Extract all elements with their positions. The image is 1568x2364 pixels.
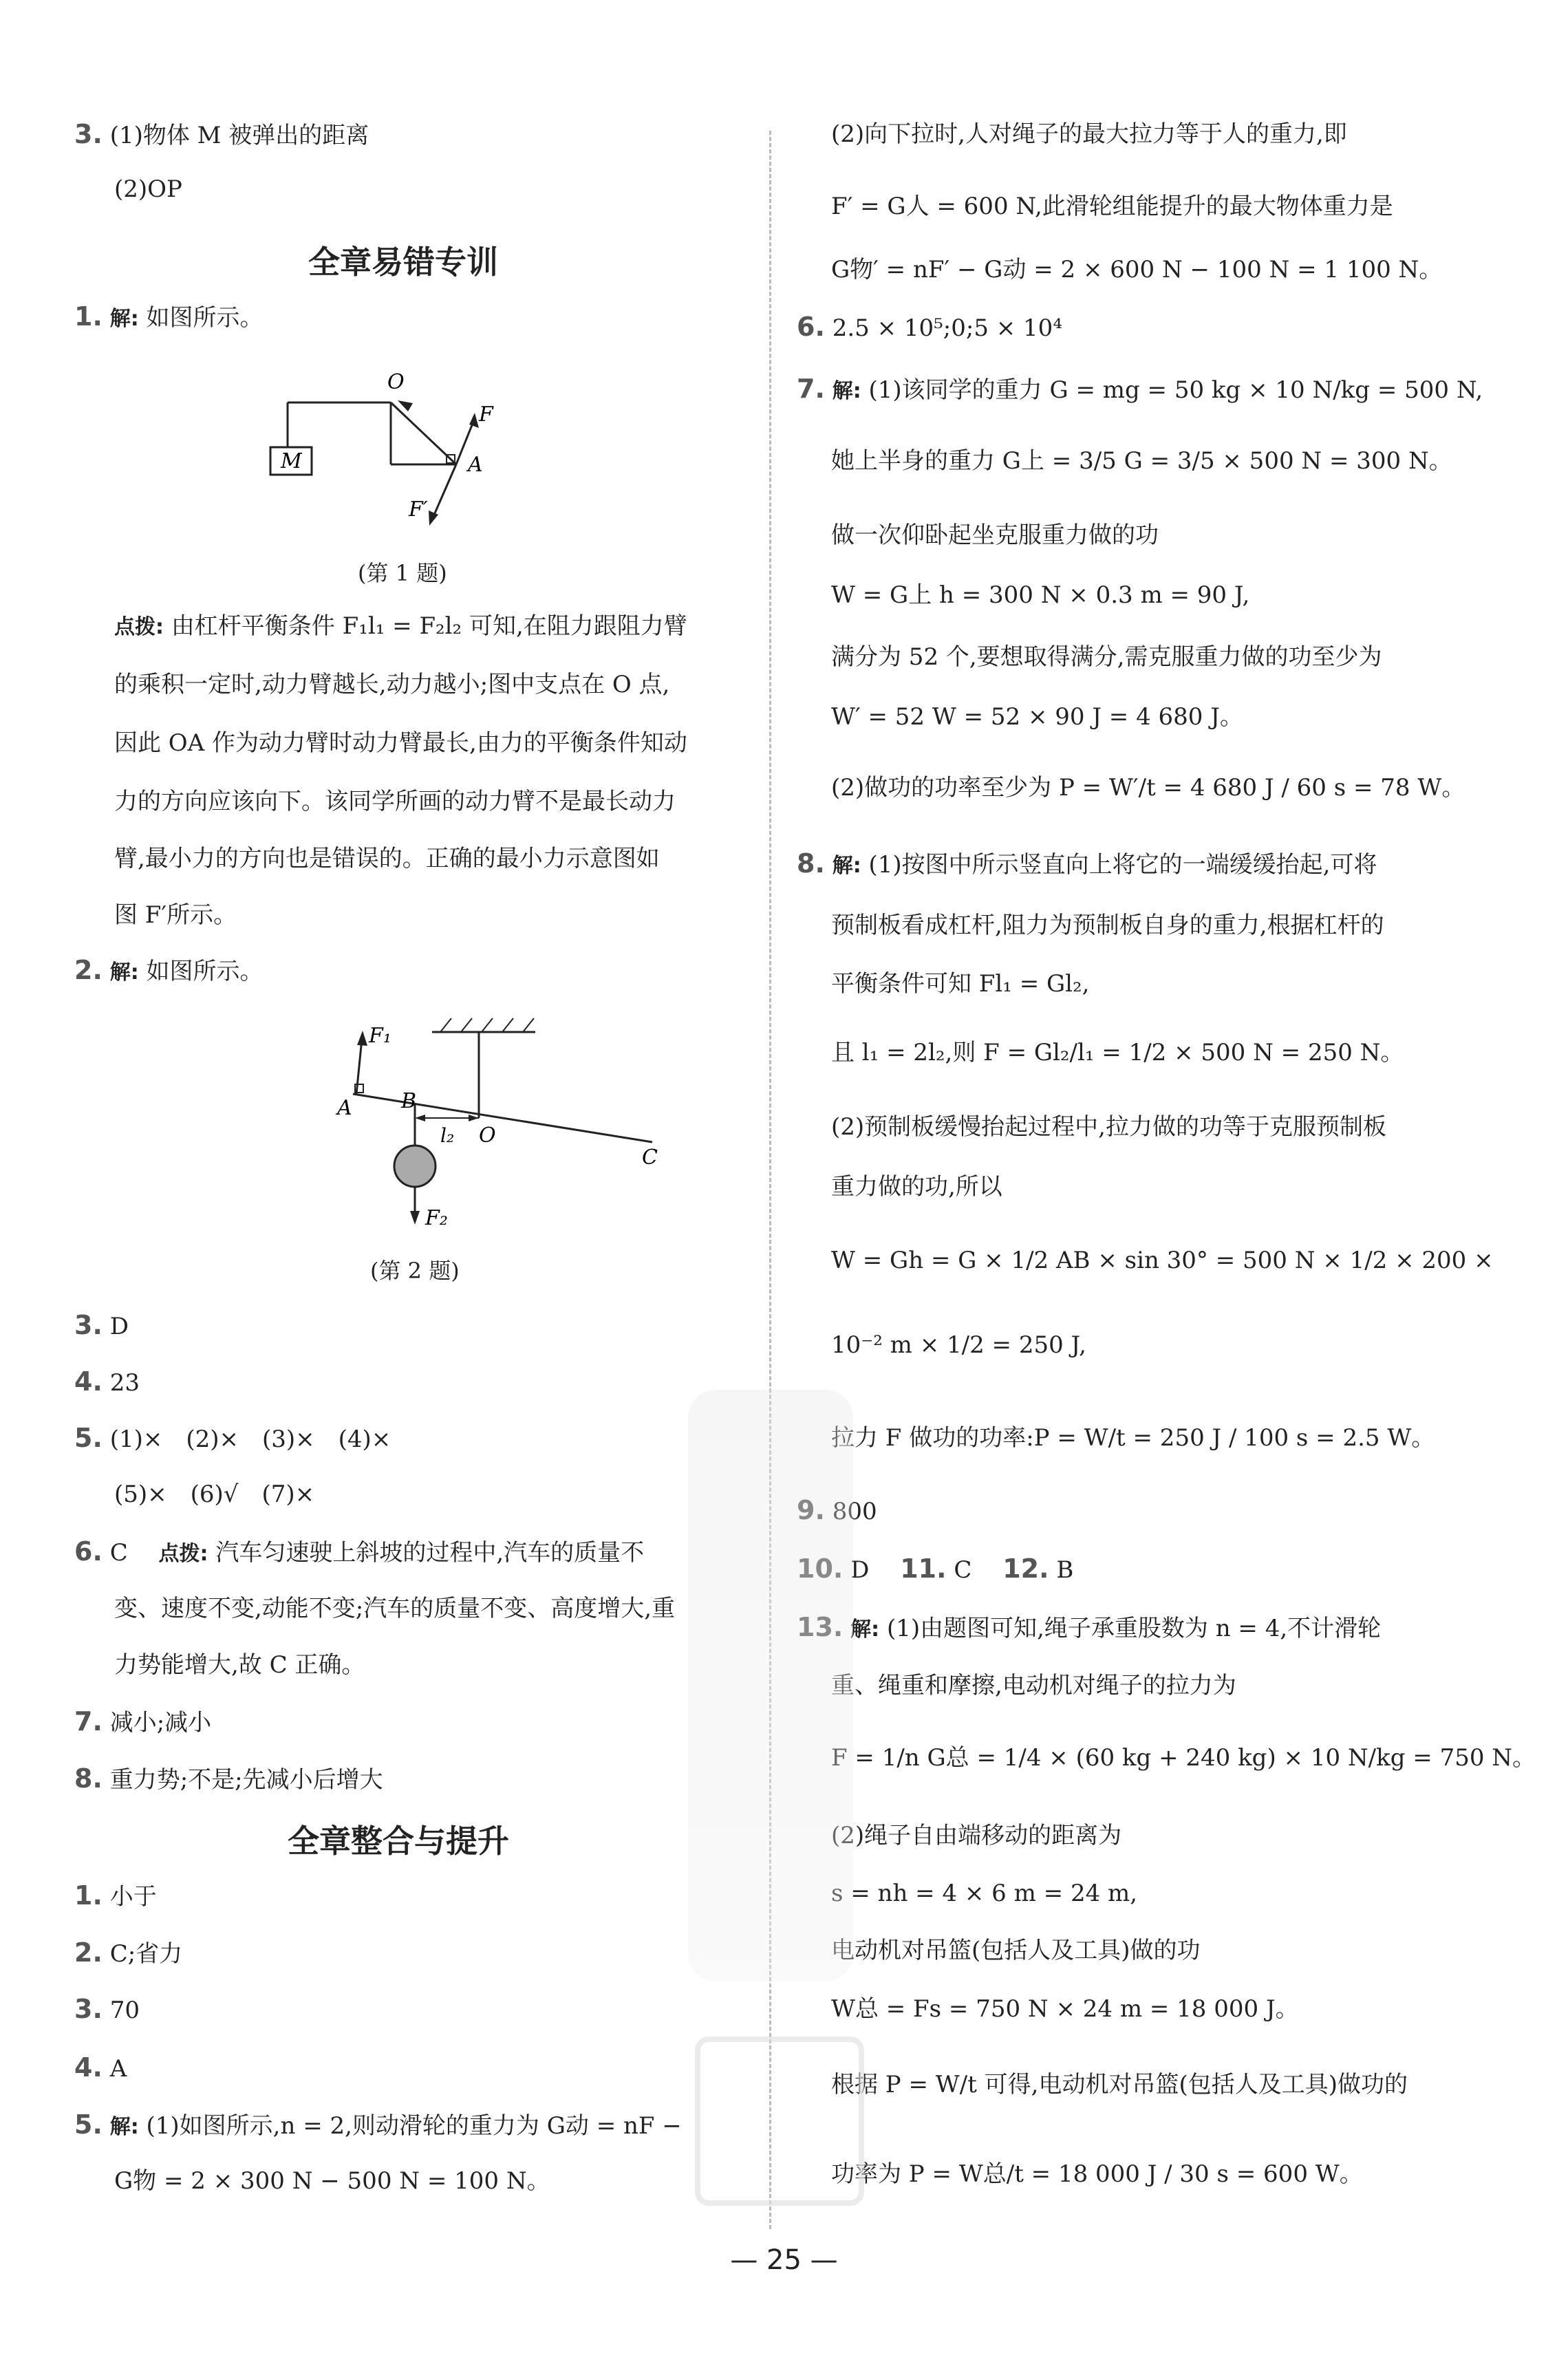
r-q7-line-7: (2)做功的功率至少为 P = W′/t = 4 680 J / 60 s = 78 W。 [831, 774, 1465, 802]
q2-line: 2. 解: 如图所示。 [74, 955, 264, 985]
r-q13-line-5: s = nh = 4 × 6 m = 24 m, [831, 1880, 1138, 1907]
r-q8-line-4: 且 l₁ = 2l₂,则 F = Gl₂/l₁ = 1/2 × 500 N = 250 N。 [831, 1039, 1404, 1066]
label-O: O [387, 370, 405, 394]
tip-line-1: 点拨: 由杠杆平衡条件 F₁l₁ = F₂l₂ 可知,在阻力跟阻力臂 [114, 612, 687, 640]
q8-line: 8. 重力势;不是;先减小后增大 [74, 1763, 383, 1794]
q6-line: 6. C 点拨: 汽车匀速驶上斜坡的过程中,汽车的质量不 [74, 1536, 645, 1567]
q7-line: 7. 减小;减小 [74, 1706, 212, 1737]
section-title-errors: 全章易错专训 [308, 244, 498, 281]
r-q13-line-4: (2)绳子自由端移动的距离为 [831, 1822, 1122, 1849]
q3-line: 3. D [74, 1310, 129, 1340]
label-F-prime: F′ [409, 497, 428, 522]
label-l2: l₂ [440, 1124, 455, 1147]
q5-line: 5. (1)× (2)× (3)× (4)× [74, 1423, 391, 1453]
r-q7-line-2: 她上半身的重力 G上 = 3/5 G = 3/5 × 500 N = 300 N。 [831, 447, 1452, 475]
r-q8-line-3: 平衡条件可知 Fl₁ = Gl₂, [831, 970, 1090, 998]
lever-figure-1 [267, 365, 556, 544]
r-line-2: F′ = G人 = 600 N,此滑轮组能提升的最大物体重力是 [831, 193, 1393, 220]
item-3: 3. (1)物体 M 被弹出的距离 [74, 119, 369, 149]
label-B: B [401, 1089, 417, 1113]
q1-line: 1. 解: 如图所示。 [74, 301, 264, 332]
r-q13-line-2: 重、绳重和摩擦,电动机对绳子的拉力为 [831, 1672, 1236, 1699]
label-F1: F₁ [369, 1024, 391, 1048]
r-q13-line: 13. 解: (1)由题图可知,绳子承重股数为 n = 4,不计滑轮 [797, 1612, 1382, 1642]
r-q8-line: 8. 解: (1)按图中所示竖直向上将它的一端缓缓抬起,可将 [797, 848, 1377, 879]
page-number: — 25 — [730, 2244, 838, 2276]
q5-line-2: (5)× (6)√ (7)× [114, 1481, 315, 1508]
r-q8-line-6: 重力做的功,所以 [831, 1173, 1002, 1201]
lever-figure-2 [260, 1011, 687, 1238]
r-q13-line-9: 功率为 P = W总/t = 18 000 J / 30 s = 600 W。 [831, 2160, 1363, 2188]
r-q7-line: 7. 解: (1)该同学的重力 G = mg = 50 kg × 10 N/kg = 500 N, [797, 374, 1483, 404]
r-q13-line-7: W总 = Fs = 750 N × 24 m = 18 000 J。 [831, 1995, 1299, 2023]
s2-q1-line: 1. 小于 [74, 1880, 157, 1911]
r-line-1: (2)向下拉时,人对绳子的最大拉力等于人的重力,即 [831, 120, 1347, 148]
tip-line-3: 因此 OA 作为动力臂时动力臂最长,由力的平衡条件知动 [114, 729, 687, 757]
q6-line-3: 力势能增大,故 C 正确。 [114, 1651, 365, 1679]
tip-line-6: 图 F′所示。 [114, 901, 237, 929]
watermark-shape [688, 1390, 853, 1981]
r-q7-line-5: 满分为 52 个,要想取得满分,需克服重力做的功至少为 [831, 643, 1382, 671]
label-F2: F₂ [425, 1206, 448, 1230]
r-q13-line-8: 根据 P = W/t 可得,电动机对吊篮(包括人及工具)做功的 [831, 2071, 1408, 2098]
label-F: F [479, 402, 493, 427]
s2-q3-line: 3. 70 [74, 1994, 140, 2024]
r-q7-line-4: W = G上 h = 300 N × 0.3 m = 90 J, [831, 581, 1250, 609]
r-q10-12-line: 10. D 11. C 12. B [797, 1554, 1074, 1584]
s2-q5-line: 5. 解: (1)如图所示,n = 2,则动滑轮的重力为 G动 = nF − [74, 2109, 682, 2140]
label-C: C [642, 1146, 658, 1170]
r-q6-line: 6. 2.5 × 10⁵;0;5 × 10⁴ [797, 312, 1062, 342]
r-q8-line-9: 拉力 F 做功的功率:P = W/t = 250 J / 100 s = 2.5 W。 [831, 1424, 1435, 1452]
tip-line-5: 臂,最小力的方向也是错误的。正确的最小力示意图如 [114, 845, 660, 872]
r-q9-line: 9. 800 [797, 1495, 877, 1525]
label-A: A [468, 453, 483, 477]
r-q8-line-5: (2)预制板缓慢抬起过程中,拉力做的功等于克服预制板 [831, 1113, 1386, 1141]
tip-line-4: 力的方向应该向下。该同学所画的动力臂不是最长动力 [114, 788, 676, 815]
label-O: O [479, 1124, 496, 1148]
s2-q5-line-2: G物 = 2 × 300 N − 500 N = 100 N。 [114, 2167, 550, 2195]
label-A: A [337, 1096, 352, 1120]
figure-1-caption: (第 1 题) [358, 560, 447, 586]
s2-q4-line: 4. A [74, 2052, 127, 2083]
label-M: M [281, 449, 302, 473]
item-3-part2: (2)OP [114, 175, 182, 203]
r-line-3: G物′ = nF′ − G动 = 2 × 600 N − 100 N = 1 100 N。 [831, 256, 1443, 283]
q6-line-2: 变、速度不变,动能不变;汽车的质量不变、高度增大,重 [114, 1595, 676, 1622]
r-q8-line-7: W = Gh = G × 1/2 AB × sin 30° = 500 N × 1/2 × 200 × [831, 1247, 1494, 1274]
r-q7-line-3: 做一次仰卧起坐克服重力做的功 [831, 522, 1159, 549]
r-q8-line-2: 预制板看成杠杆,阻力为预制板自身的重力,根据杠杆的 [831, 912, 1384, 939]
watermark-seal [695, 2037, 864, 2206]
r-q13-line-6: 电动机对吊篮(包括人及工具)做的功 [831, 1937, 1201, 1964]
section-title-summary: 全章整合与提升 [288, 1823, 509, 1860]
r-q13-line-3: F = 1/n G总 = 1/4 × (60 kg + 240 kg) × 10 N/kg = 750 N。 [831, 1744, 1536, 1772]
r-q8-line-8: 10⁻² m × 1/2 = 250 J, [831, 1331, 1086, 1359]
r-q7-line-6: W′ = 52 W = 52 × 90 J = 4 680 J。 [831, 703, 1243, 731]
figure-2-caption: (第 2 题) [370, 1258, 460, 1284]
q4-line: 4. 23 [74, 1366, 140, 1397]
s2-q2-line: 2. C;省力 [74, 1937, 183, 1968]
tip-line-2: 的乘积一定时,动力臂越长,动力越小;图中支点在 O 点, [114, 671, 670, 698]
